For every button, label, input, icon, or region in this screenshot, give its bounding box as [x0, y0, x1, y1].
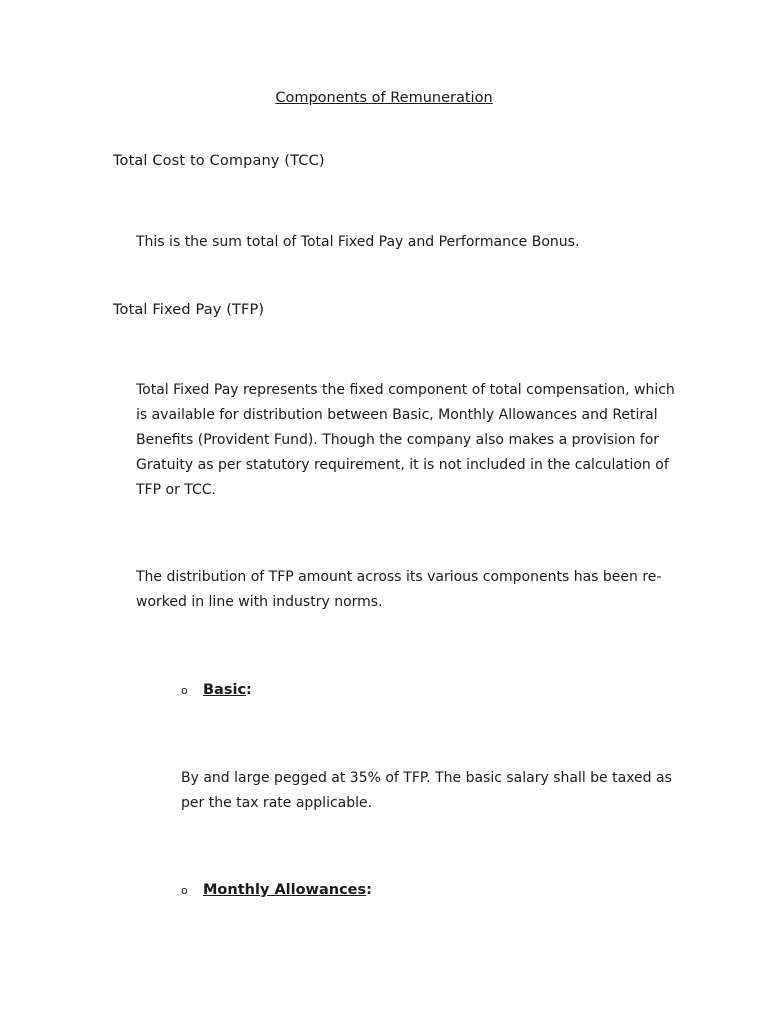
- section-heading-tfp: Total Fixed Pay (TFP): [113, 302, 265, 318]
- section-heading-tcc: Total Cost to Company (TCC): [113, 153, 325, 169]
- paragraph-tfp-distribution: The distribution of TFP amount across its various components has been re-worked in line with industry norms.: [136, 569, 662, 610]
- bullet-monthly-allowances: [181, 882, 372, 898]
- paragraph-basic: By and large pegged at 35% of TFP. The basic salary shall be taxed as per the tax rate applicable.: [181, 770, 672, 811]
- bullet-marker: o: [181, 884, 188, 897]
- bullet-label-basic: Basic: [203, 682, 247, 698]
- bullet-marker: o: [181, 684, 188, 697]
- bullet-basic: [181, 682, 252, 698]
- document-title: Components of Remuneration: [275, 90, 493, 106]
- bullet-label-monthly-allowances: Monthly Allowances: [203, 882, 367, 898]
- bullet-suffix: :: [246, 682, 252, 698]
- bullet-suffix: :: [366, 882, 372, 898]
- paragraph-tcc: This is the sum total of Total Fixed Pay and Performance Bonus.: [136, 234, 580, 250]
- paragraph-tfp-definition: Total Fixed Pay represents the fixed component of total compensation, which is available for distribution between Basic, Monthly Allowances and Retiral Benefits (Provident Fund). Though the company also makes a provision for Gratuity as per statutory requirement, it is not included in the calculation of TFP or TCC.: [136, 382, 675, 498]
